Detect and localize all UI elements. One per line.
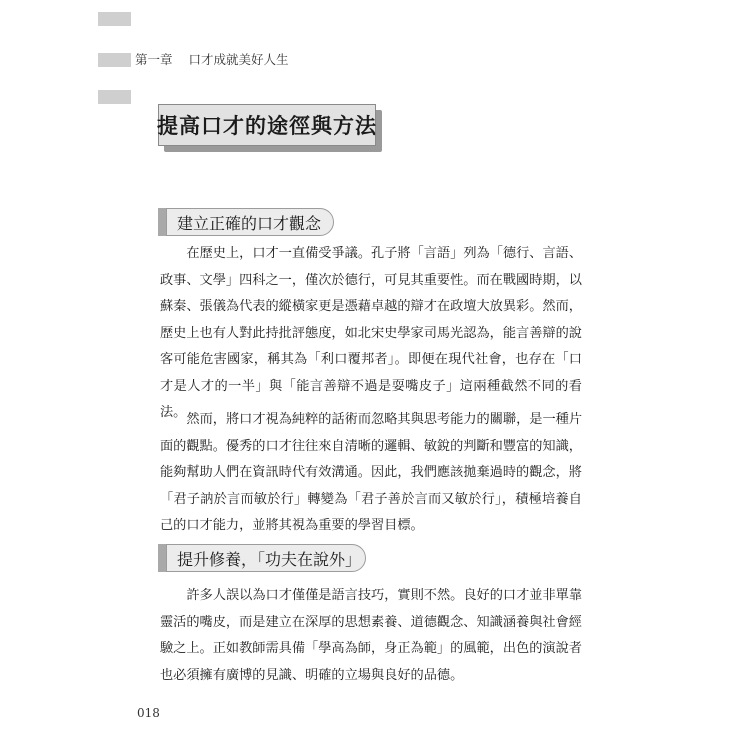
paragraph-3: 許多人誤以為口才僅僅是語言技巧，實則不然。良好的口才並非單靠靈活的嘴皮，而是建立在深厚的思想素養、道德觀念、知識涵養與社會經驗之上。正如教師需具備「學高為師，身正為範」的風範，出色的演說者也必須擁有廣博的見識、明確的立場與良好的品德。 bbox=[160, 588, 583, 683]
margin-tab-chapter bbox=[98, 53, 131, 67]
subheading-label: 提升修養，「功夫在說外」 bbox=[166, 544, 366, 572]
page-number: 018 bbox=[137, 706, 160, 720]
paragraph-2: 然而，將口才視為純粹的話術而忽略其與思考能力的關聯，是一種片面的觀點。優秀的口才往往來自清晰的邏輯、敏銳的判斷和豐富的知識，能夠幫助人們在資訊時代有效溝通。因此，我們應該拋棄過時的觀念，將「君子訥於言而敏於行」轉變為「君子善於言而又敏於行」，積極培養自己的口才能力，並將其視為重要的學習目標。 bbox=[160, 412, 583, 533]
margin-tab-bottom bbox=[98, 90, 131, 104]
chapter-label: 第一章 bbox=[135, 52, 173, 67]
section-title-box bbox=[158, 104, 380, 152]
section-title-face bbox=[158, 104, 376, 146]
section-title: 提高口才的途徑與方法 bbox=[157, 113, 377, 138]
paragraph-1: 在歷史上，口才一直備受爭議。孔子將「言語」列為「德行、言語、政事、文學」四科之一，僅次於德行，可見其重要性。而在戰國時期，以蘇秦、張儀為代表的縱橫家更是憑藉卓越的辯才在政壇大放異彩。然而，歷史上也有人對此持批評態度，如北宋史學家司馬光認為，能言善辯的說客可能危害國家，稱其為「利口覆邦者」。即便在現代社會，也存在「口才是人才的一半」與「能言善辯不過是耍嘴皮子」這兩種截然不同的看法。 bbox=[160, 246, 583, 420]
chapter-title: 口才成就美好人生 bbox=[188, 52, 289, 67]
chapter-header bbox=[135, 50, 289, 68]
margin-tab-top bbox=[98, 12, 131, 26]
subheading-label: 建立正確的口才觀念 bbox=[166, 208, 334, 236]
